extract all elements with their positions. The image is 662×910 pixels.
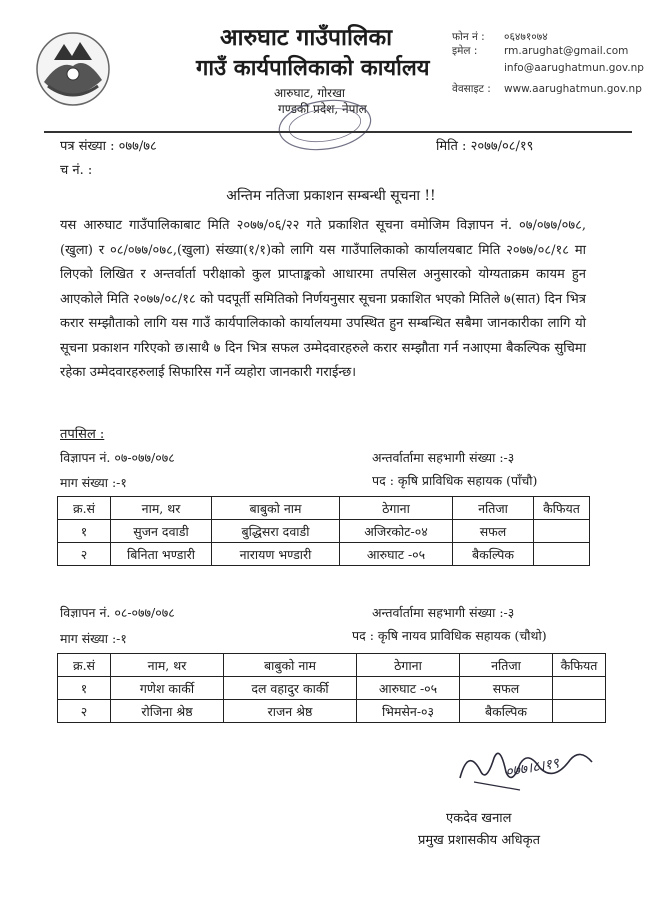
phone-value: ०६४७१०७४: [504, 31, 548, 43]
col-name: नाम, थर: [111, 654, 224, 677]
ad2-participants: अन्तर्वार्तामा सहभागी संख्या :-३: [372, 605, 515, 620]
cell-result: सफल: [460, 677, 553, 700]
cell-father: नारायण भण्डारी: [212, 543, 340, 566]
email-value-1[interactable]: rm.arughat@gmail.com: [504, 45, 629, 57]
phone-label: फोन नं :: [452, 31, 485, 43]
col-address: ठेगाना: [340, 497, 453, 520]
website-value[interactable]: www.aarughatmun.gov.np: [504, 83, 642, 95]
ad2-demand: माग संख्या :-१: [60, 631, 127, 646]
ad1-demand: माग संख्या :-१: [60, 475, 127, 490]
cell-result: बैकल्पिक: [460, 700, 553, 723]
signatory-name: एकदेव खनाल: [446, 811, 512, 826]
col-father: बाबुको नाम: [212, 497, 340, 520]
table-row: [58, 677, 606, 700]
cell-name: गणेश कार्की: [111, 677, 224, 700]
phone-row: [452, 30, 548, 44]
col-remarks: कैफियत: [534, 497, 590, 520]
cell-remarks: [553, 700, 606, 723]
letter-number: पत्र संख्या : ०७७/७८: [60, 139, 157, 154]
letter-date: मिति : २०७७/०८/१९: [436, 139, 534, 154]
col-result: नतिजा: [453, 497, 534, 520]
table-row: [58, 520, 590, 543]
cell-father: बुद्धिसरा दवाडी: [212, 520, 340, 543]
cell-sn: २: [58, 700, 111, 723]
cell-name: बिनिता भण्डारी: [111, 543, 212, 566]
website-label: वेवसाइट :: [452, 83, 491, 95]
cell-remarks: [534, 520, 590, 543]
ad2-post: पद : कृषि नायव प्राविधिक सहायक (चौथो): [352, 628, 547, 643]
dispatch-number: च नं. :: [60, 163, 93, 178]
signatory-designation: प्रमुख प्रशासकीय अधिकृत: [418, 833, 541, 848]
notice-body: यस आरुघाट गाउँपालिकाबाट मिति २०७७/०६/२२ गते प्रकाशित सूचना वमोजिम विज्ञापन नं. ०७/०७७/०७८,(खुला) र ०८/०७७/०७८,(खुला) संख्या(१/१)को लागि यस गाउँपालिकाको कार्यालयबाट मिति २०७७/०८/१८ मा लिएको लिखित र अन्तर्वार्ता परीक्षाको कुल प्राप्ताङ्कको आधारमा तपसिल अनुसारको योग्यताक्रम कायम हुन आएकोले मिति २०७७/०८/१८ को पदपूर्ती समितिको निर्णयनुसार सूचना प्रकाशित भएको मितिले ७(सात) दिन भित्र करार सम्झौताको लागि यस गाउँ कार्यपालिकाको कार्यालयमा उपस्थित हुन सम्बन्धित सबैमा जानकारीका लागि यो सूचना प्रकाशन गरिएको छ।साथै ७ दिन भित्र सफल उम्मेदवारहरुले करार सम्झौता गर्न नआएमा बैकल्पिक सुचिमा रहेका उम्मेदवारहरुलाई सिफारिस गर्ने व्यहोरा जानकारी गराईन्छ।: [60, 218, 586, 380]
notice-title: अन्तिम नतिजा प्रकाशन सम्बन्धी सूचना !!: [226, 188, 436, 204]
cell-result: सफल: [453, 520, 534, 543]
cell-father: दल वहादुर कार्की: [224, 677, 357, 700]
cell-sn: १: [58, 520, 111, 543]
government-emblem-logo: [34, 30, 112, 108]
header-divider: [44, 131, 632, 133]
email-label: इमेल :: [452, 45, 478, 57]
email-row: [452, 44, 628, 58]
col-name: नाम, थर: [111, 497, 212, 520]
cell-father: राजन श्रेष्ठ: [224, 700, 357, 723]
table-row: [58, 700, 606, 723]
office-address-line1: आरुघाट, गोरखा: [274, 86, 346, 100]
office-title-line1: आरुघाट गाउँपालिका: [220, 24, 393, 51]
ad2-number: विज्ञापन नं. ०८-०७७/०७८: [60, 605, 175, 620]
cell-address: आरुघाट -०५: [357, 677, 460, 700]
website-row: [452, 82, 642, 96]
ad2-results-table: [57, 653, 606, 723]
office-title-line2: गाउँ कार्यपालिकाको कार्यालय: [196, 55, 430, 81]
cell-result: बैकल्पिक: [453, 543, 534, 566]
cell-sn: २: [58, 543, 111, 566]
col-remarks: कैफियत: [553, 654, 606, 677]
table-header-row: [58, 497, 590, 520]
cell-address: भिमसेन-०३: [357, 700, 460, 723]
ad1-results-table: [57, 496, 590, 566]
ad1-participants: अन्तर्वार्तामा सहभागी संख्या :-३: [372, 450, 515, 465]
details-label: तपसिल :: [60, 427, 105, 442]
table-header-row: [58, 654, 606, 677]
email-row-2: [504, 62, 644, 74]
cell-address: आरुघाट -०५: [340, 543, 453, 566]
ad1-post: पद : कृषि प्राविधिक सहायक (पाँचौ): [372, 473, 538, 488]
cell-address: अजिरकोट-०४: [340, 520, 453, 543]
office-address-line2: गण्डकी प्रदेश, नेपाल: [278, 102, 367, 116]
col-sn: क्र.सं: [58, 654, 111, 677]
cell-name: सुजन दवाडी: [111, 520, 212, 543]
col-father: बाबुको नाम: [224, 654, 357, 677]
table-row: [58, 543, 590, 566]
col-result: नतिजा: [460, 654, 553, 677]
signature-date: ०७७।८।१९: [504, 755, 561, 781]
cell-name: रोजिना श्रेष्ठ: [111, 700, 224, 723]
email-value-2[interactable]: info@aarughatmun.gov.np: [504, 62, 644, 74]
ad1-number: विज्ञापन नं. ०७-०७७/०७८: [60, 450, 175, 465]
col-address: ठेगाना: [357, 654, 460, 677]
cell-remarks: [553, 677, 606, 700]
cell-remarks: [534, 543, 590, 566]
cell-sn: १: [58, 677, 111, 700]
col-sn: क्र.सं: [58, 497, 111, 520]
